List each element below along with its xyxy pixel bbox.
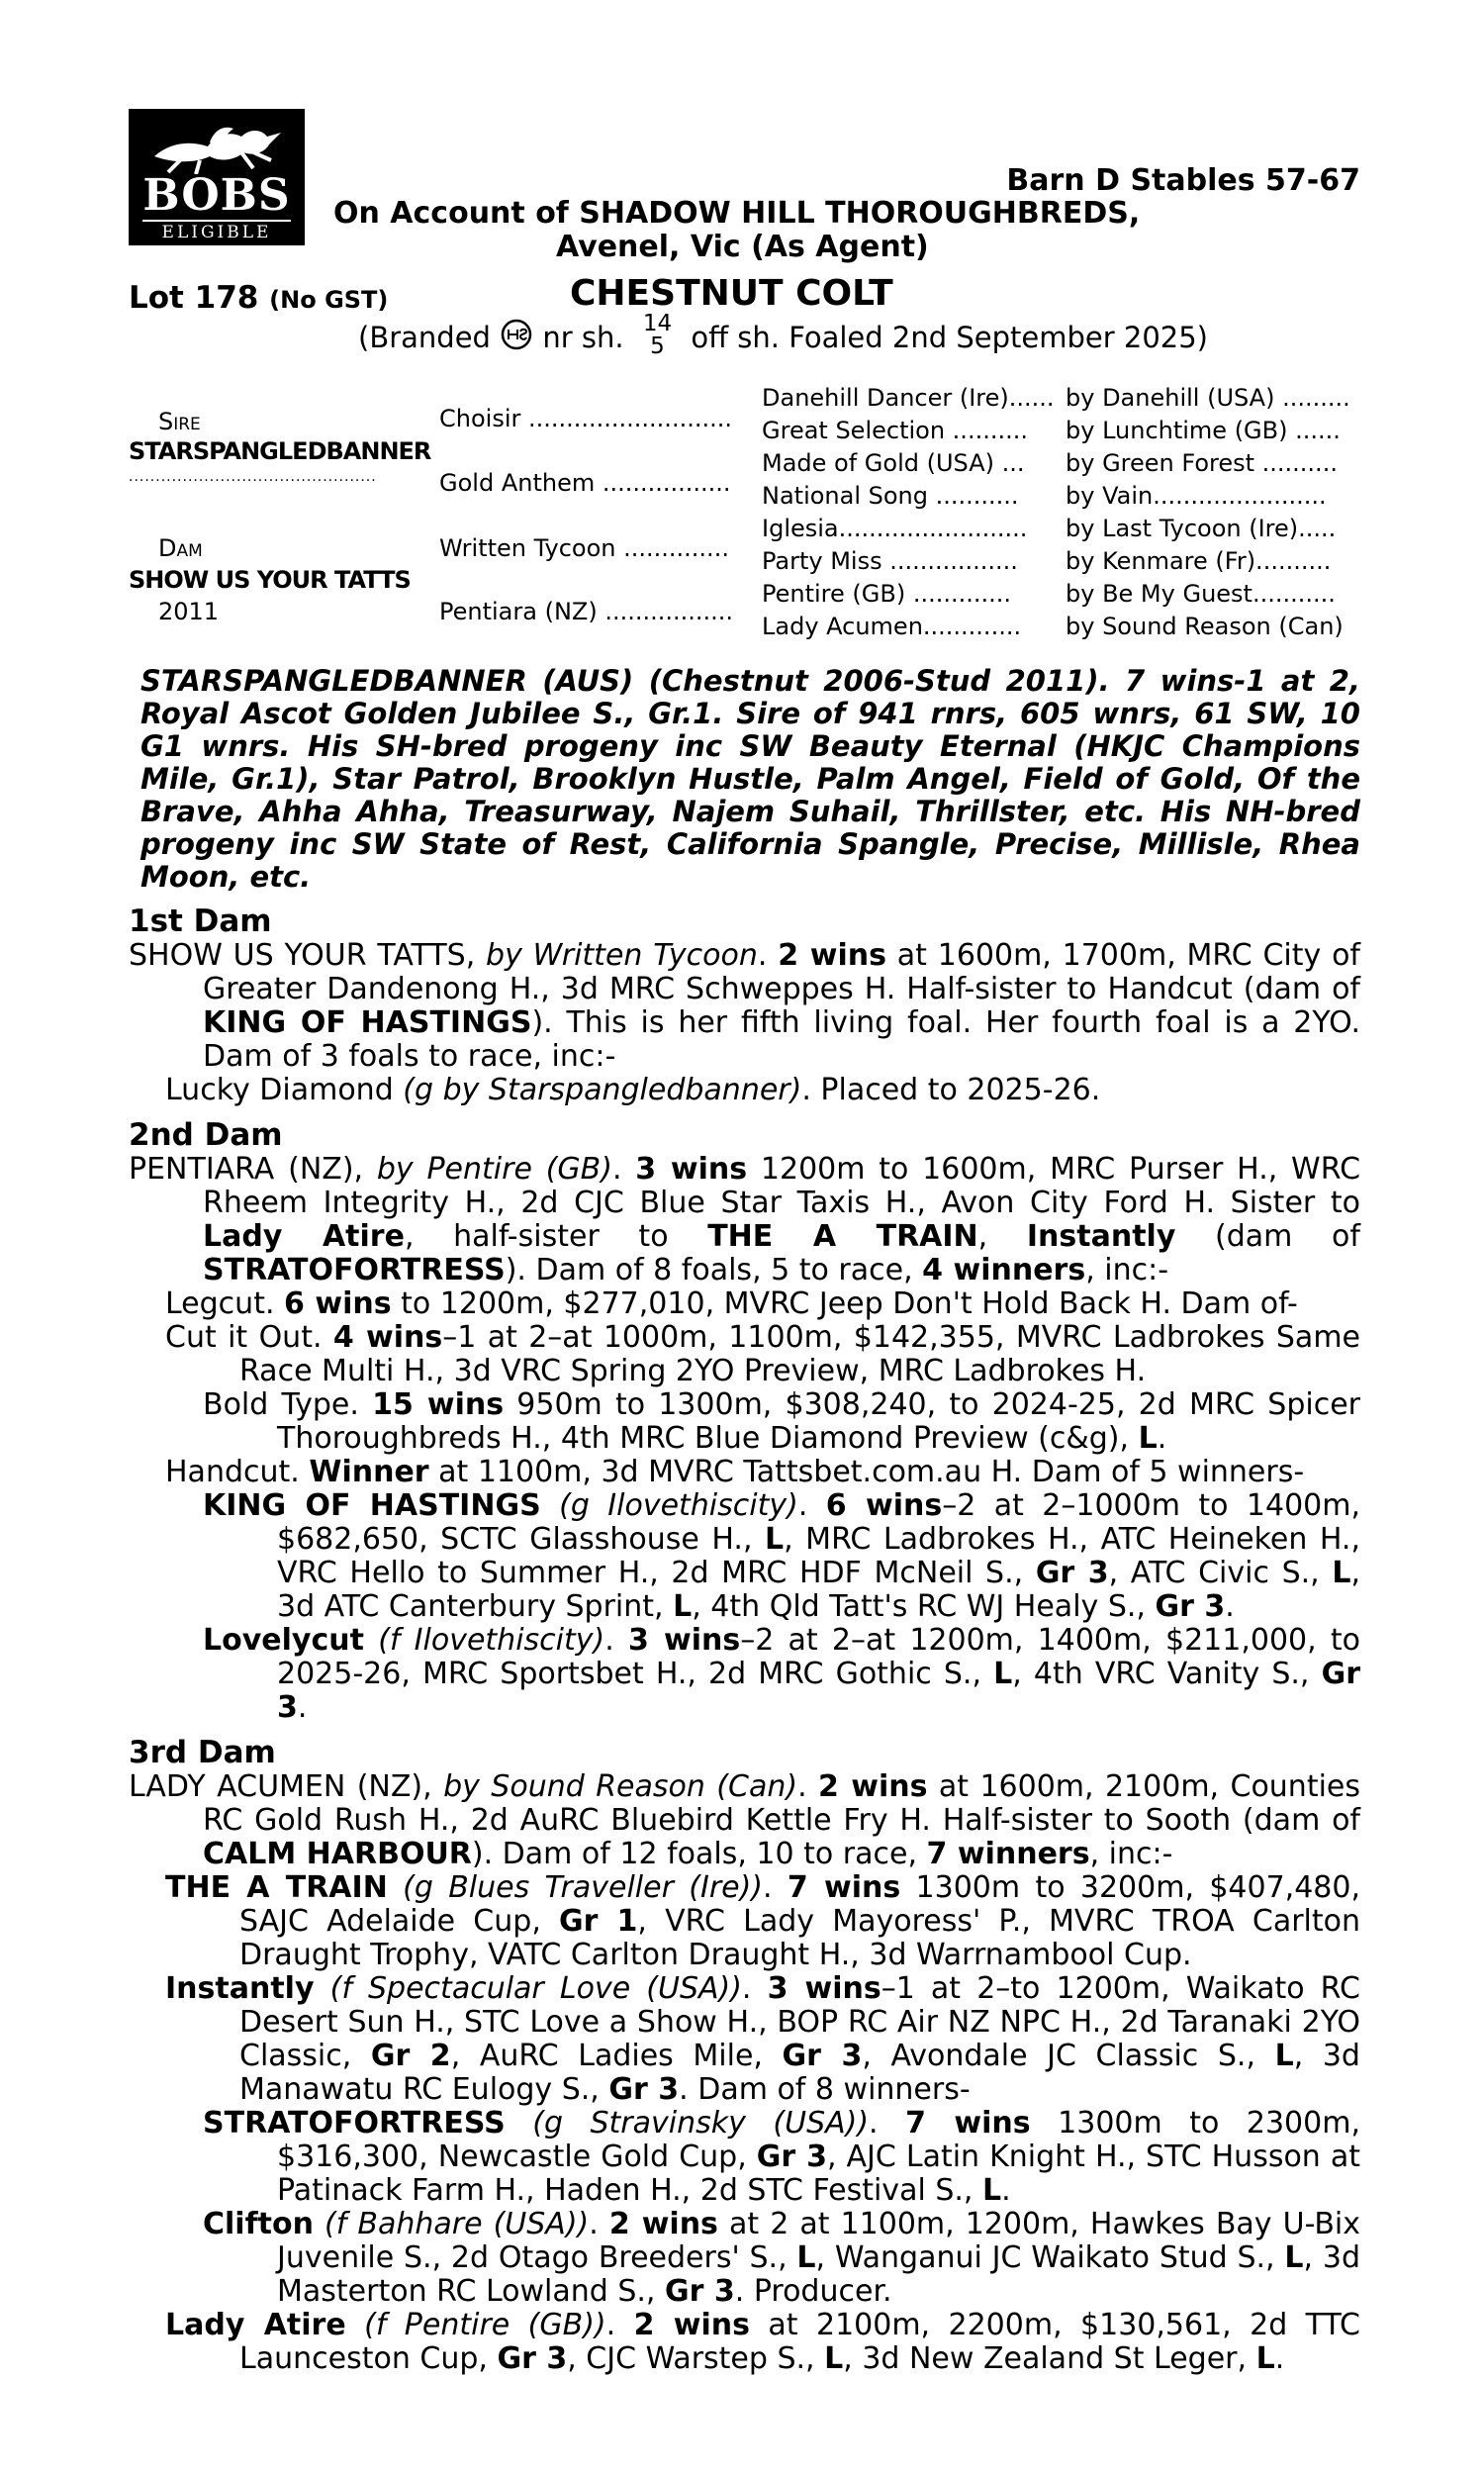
progeny-handcut: Handcut. Winner at 1100m, 3d MVRC Tattsbet.com.au H. Dam of 5 winners- (165, 1455, 1305, 1489)
second-dam-paragraph: PENTIARA (NZ), by Pentire (GB). 3 wins 1200m to 1600m, MRC Purser H., WRC Rheem Integrity H., 2d CJC Blue Star Taxis H., Avon City Ford H. Sister to Lady Atire, half-sister to THE A TRAIN, Instantly (dam of STRATOFORTRESS). Dam of 8 foals, 5 to race, 4 winners, inc:- (129, 1152, 1361, 1287)
great-grandparent-dam-line: Danehill Dancer (Ire)...... (762, 384, 1055, 412)
sire-label: Sire (158, 408, 201, 435)
first-dam-heading: 1st Dam (129, 904, 272, 939)
great-grandparent-sire-line: by Danehill (USA) ......... (1066, 384, 1350, 412)
brand-near-side: nr sh. (542, 321, 624, 354)
horse-description: CHESTNUT COLT (570, 273, 893, 314)
progeny-lovelycut: Lovelycut (f Ilovethiscity). 3 wins–2 at 2–at 1200m, 1400m, $211,000, to 2025-26, MRC Sportsbet H., 2d MRC Gothic S., L, 4th VRC Vanity S., Gr 3. (203, 1623, 1361, 1725)
lot-label: Lot 178 (129, 280, 259, 316)
progeny-stratofortress: STRATOFORTRESS (g Stravinsky (USA)). 7 wins 1300m to 2300m, $316,300, Newcastle Gold Cup, Gr 3, AJC Latin Knight H., STC Husson at Patinack Farm H., Haden H., 2d STC Festival S., L. (203, 2106, 1360, 2208)
pedigree-table (129, 384, 1360, 649)
dam-dam: Pentiara (NZ) ................. (439, 598, 734, 625)
third-dam-heading: 3rd Dam (129, 1735, 276, 1770)
great-grandparent-sire-line: by Green Forest .......... (1066, 449, 1338, 477)
third-dam-paragraph: LADY ACUMEN (NZ), by Sound Reason (Can). 2 wins at 1600m, 2100m, Counties RC Gold Rush H., 2d AuRC Bluebird Kettle Fry H. Half-sister to Sooth (dam of CALM HARBOUR). Dam of 12 foals, 10 to race, 7 winners, inc:- (129, 1769, 1361, 1871)
great-grandparent-dam-line: Party Miss ................. (762, 547, 1018, 575)
progeny-king-of-hastings: KING OF HASTINGS (g Ilovethiscity). 6 wins–2 at 2–1000m to 1400m, $682,650, SCTC Glasshouse H., L, MRC Ladbrokes H., ATC Heineken H., VRC Hello to Summer H., 2d MRC HDF McNeil S., Gr 3, ATC Civic S., L, 3d ATC Canterbury Sprint, L, 4th Qld Tatt's RC WJ Healy S., Gr 3. (203, 1488, 1361, 1624)
sire-dots: .............................................. (129, 469, 377, 485)
brand-mark-icon (500, 318, 533, 351)
brand-line (358, 311, 1208, 362)
progeny-cut-it-out: Cut it Out. 4 wins–1 at 2–at 1000m, 1100m, $142,355, MVRC Ladbrokes Same Race Multi H., 3d VRC Spring 2YO Preview, MRC Ladbrokes H. (165, 1320, 1360, 1388)
brand-frac-bottom: 5 (650, 333, 665, 359)
barn-location: Barn D Stables 57-67 (1006, 163, 1360, 198)
progeny-lady-atire: Lady Atire (f Pentire (GB)). 2 wins at 2100m, 2200m, $130,561, 2d TTC Launceston Cup, Gr 3, CJC Warstep S., L, 3d New Zealand St Leger, L. (165, 2308, 1360, 2376)
great-grandparent-sire-line: by Sound Reason (Can) (1066, 613, 1344, 640)
brand-off-side: off sh. Foaled 2nd September 2025) (691, 321, 1208, 354)
sire-name: STARSPANGLEDBANNER (129, 437, 431, 465)
bobs-eligible-logo (129, 109, 305, 245)
sire-dam: Gold Anthem ................. (439, 469, 731, 497)
racehorse-icon (150, 123, 285, 174)
great-grandparent-sire-line: by Kenmare (Fr).......... (1066, 547, 1332, 575)
dam-sire: Written Tycoon .............. (439, 534, 729, 562)
great-grandparent-dam-line: Iglesia......................... (762, 515, 1028, 542)
brand-fraction (643, 313, 672, 358)
vendor-account: On Account of SHADOW HILL THOROUGHBREDS, (333, 196, 1141, 231)
great-grandparent-dam-line: Pentire (GB) ............. (762, 580, 1011, 608)
dam-label: Dam (158, 534, 203, 562)
great-grandparent-dam-line: Great Selection .......... (762, 417, 1028, 444)
progeny-lucky-diamond: Lucky Diamond (g by Starspangledbanner). Placed to 2025-26. (165, 1073, 1101, 1107)
great-grandparent-dam-line: Made of Gold (USA) ... (762, 449, 1025, 477)
brand-frac-top: 14 (642, 311, 673, 336)
sire-sire: Choisir ........................... (439, 405, 732, 432)
great-grandparent-sire-line: by Be My Guest........... (1066, 580, 1336, 608)
great-grandparent-dam-line: National Song ........... (762, 482, 1019, 510)
great-grandparent-sire-line: by Lunchtime (GB) ...... (1066, 417, 1341, 444)
great-grandparent-sire-line: by Last Tycoon (Ire)..... (1066, 515, 1337, 542)
second-dam-heading: 2nd Dam (129, 1117, 283, 1153)
progeny-the-a-train: THE A TRAIN (g Blues Traveller (Ire)). 7 wins 1300m to 3200m, $407,480, SAJC Adelaide Cup, Gr 1, VRC Lady Mayoress' P., MVRC TROA Carlton Draught Trophy, VATC Carlton Draught H., 3d Warrnambool Cup. (165, 1870, 1360, 1972)
gst-note: (No GST) (269, 286, 389, 314)
progeny-legcut: Legcut. 6 wins to 1200m, $277,010, MVRC Jeep Don't Hold Back H. Dam of- (165, 1286, 1298, 1321)
dam-name: SHOW US YOUR TATTS (129, 566, 411, 594)
great-grandparent-dam-line: Lady Acumen............. (762, 613, 1022, 640)
progeny-clifton: Clifton (f Bahhare (USA)). 2 wins at 2 at 1100m, 1200m, Hawkes Bay U-Bix Juvenile S., 2d Otago Breeders' S., L, Wanganui JC Waikato Stud S., L, 3d Masterton RC Lowland S., Gr 3. Producer. (203, 2207, 1361, 2309)
logo-eligible: ELIGIBLE (142, 220, 291, 242)
sire-summary: STARSPANGLEDBANNER (AUS) (Chestnut 2006-Stud 2011). 7 wins-1 at 2, Royal Ascot Golden Jubilee S., Gr.1. Sire of 941 rnrs, 605 wnrs, 61 SW, 10 G1 wnrs. His SH-bred progeny inc SW Beauty Eternal (HKJC Champions Mile, Gr.1), Star Patrol, Brooklyn Hustle, Palm Angel, Field of Gold, Of the Brave, Ahha Ahha, Treasurway, Najem Suhail, Thrillster, etc. His NH-bred progeny inc SW State of Rest, California Spangle, Precise, Millisle, Rhea Moon, etc. (140, 664, 1360, 894)
vendor-location: Avenel, Vic (As Agent) (556, 230, 929, 264)
first-dam-paragraph: SHOW US YOUR TATTS, by Written Tycoon. 2 wins at 1600m, 1700m, MRC City of Greater Dandenong H., 3d MRC Schweppes H. Half-sister to Handcut (dam of KING OF HASTINGS). This is her fifth living foal. Her fourth foal is a 2YO. Dam of 3 foals to race, inc:- (129, 938, 1360, 1074)
great-grandparent-sire-line: by Vain....................... (1066, 482, 1327, 510)
brand-pre: (Branded (358, 321, 491, 354)
progeny-instantly: Instantly (f Spectacular Love (USA)). 3 wins–1 at 2–to 1200m, Waikato RC Desert Sun H., STC Love a Show H., BOP RC Air NZ NPC H., 2d Taranaki 2YO Classic, Gr 2, AuRC Ladies Mile, Gr 3, Avondale JC Classic S., L, 3d Manawatu RC Eulogy S., Gr 3. Dam of 8 winners- (165, 1971, 1360, 2107)
dam-year: 2011 (158, 598, 220, 625)
catalogue-body (129, 665, 1360, 2376)
lot-number (129, 280, 388, 316)
progeny-bold-type: Bold Type. 15 wins 950m to 1300m, $308,240, to 2024-25, 2d MRC Spicer Thoroughbreds H., 4th MRC Blue Diamond Preview (c&g), L. (203, 1387, 1360, 1456)
logo-bobs: BOBS (142, 170, 291, 221)
